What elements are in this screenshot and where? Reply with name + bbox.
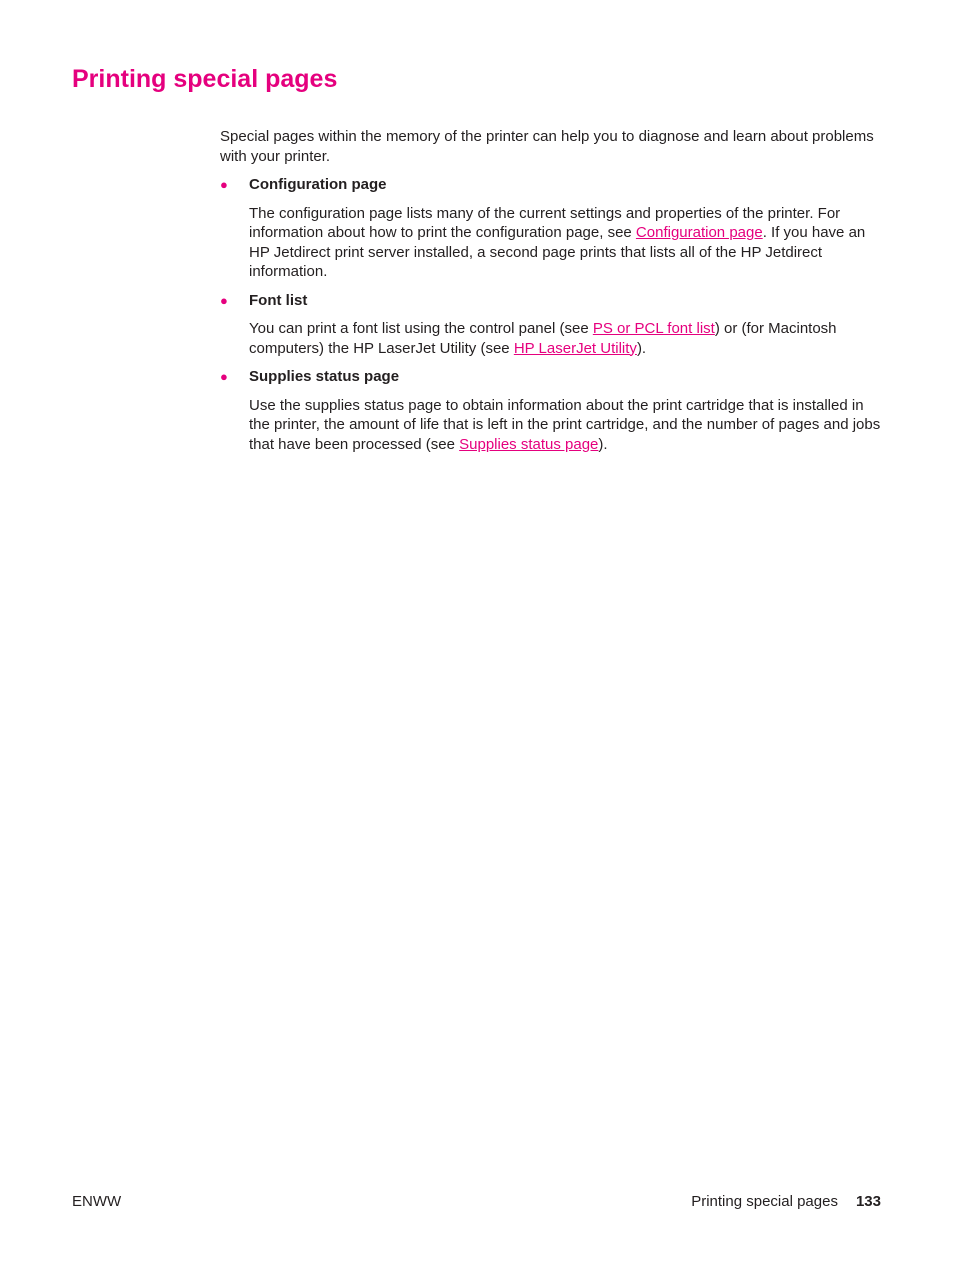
hp-laserjet-utility-link[interactable]: HP LaserJet Utility — [513, 339, 637, 357]
body-text: ). — [636, 339, 647, 357]
body-text: . If you have an HP Jetdirect print server installed, a second page prints that lists all of the HP Jetdirect information. — [249, 224, 866, 280]
list-item-configuration-page — [220, 175, 885, 282]
bullet-icon: ● — [220, 292, 228, 308]
main-content — [220, 127, 885, 463]
ps-pcl-font-list-link[interactable]: PS or PCL font list — [592, 320, 715, 337]
bullet-icon: ● — [220, 369, 228, 384]
bullet-icon: ● — [220, 177, 228, 192]
footer-section-title: Printing special pages — [691, 1193, 838, 1210]
item-body — [249, 204, 885, 282]
item-heading: Font list — [249, 291, 308, 309]
intro-paragraph: Special pages within the memory of the printer can help you to diagnose and learn about problems with your printer. — [220, 128, 874, 165]
footer-doc-id: ENWW — [72, 1193, 122, 1210]
body-text: ) or (for Macintosh computers) the HP LaserJet Utility (see — [249, 320, 837, 357]
item-heading: Configuration page — [249, 176, 387, 193]
page-title: Printing special pages — [72, 65, 338, 93]
body-text: ). — [598, 435, 608, 453]
footer-page-info — [691, 1192, 881, 1211]
body-text: You can print a font list using the control panel (see — [249, 320, 593, 337]
body-text: The configuration page lists many of the current settings and properties of the printer. For information about how to print the configuration page, see — [249, 204, 841, 241]
list-item-font-list — [220, 291, 885, 359]
item-body — [249, 396, 885, 455]
item-heading: Supplies status page — [249, 368, 400, 385]
body-text: Use the supplies status page to obtain information about the print cartridge that is installed in the printer, the amount of life that is left in the print cartridge, and the number of pages and jobs that have been processed (see — [249, 396, 881, 453]
page-number: 133 — [855, 1193, 881, 1210]
configuration-page-link[interactable]: Configuration page — [635, 224, 763, 241]
item-body — [249, 319, 885, 358]
supplies-status-page-link[interactable]: Supplies status page — [459, 435, 599, 453]
list-item-supplies-status-page — [220, 367, 885, 454]
